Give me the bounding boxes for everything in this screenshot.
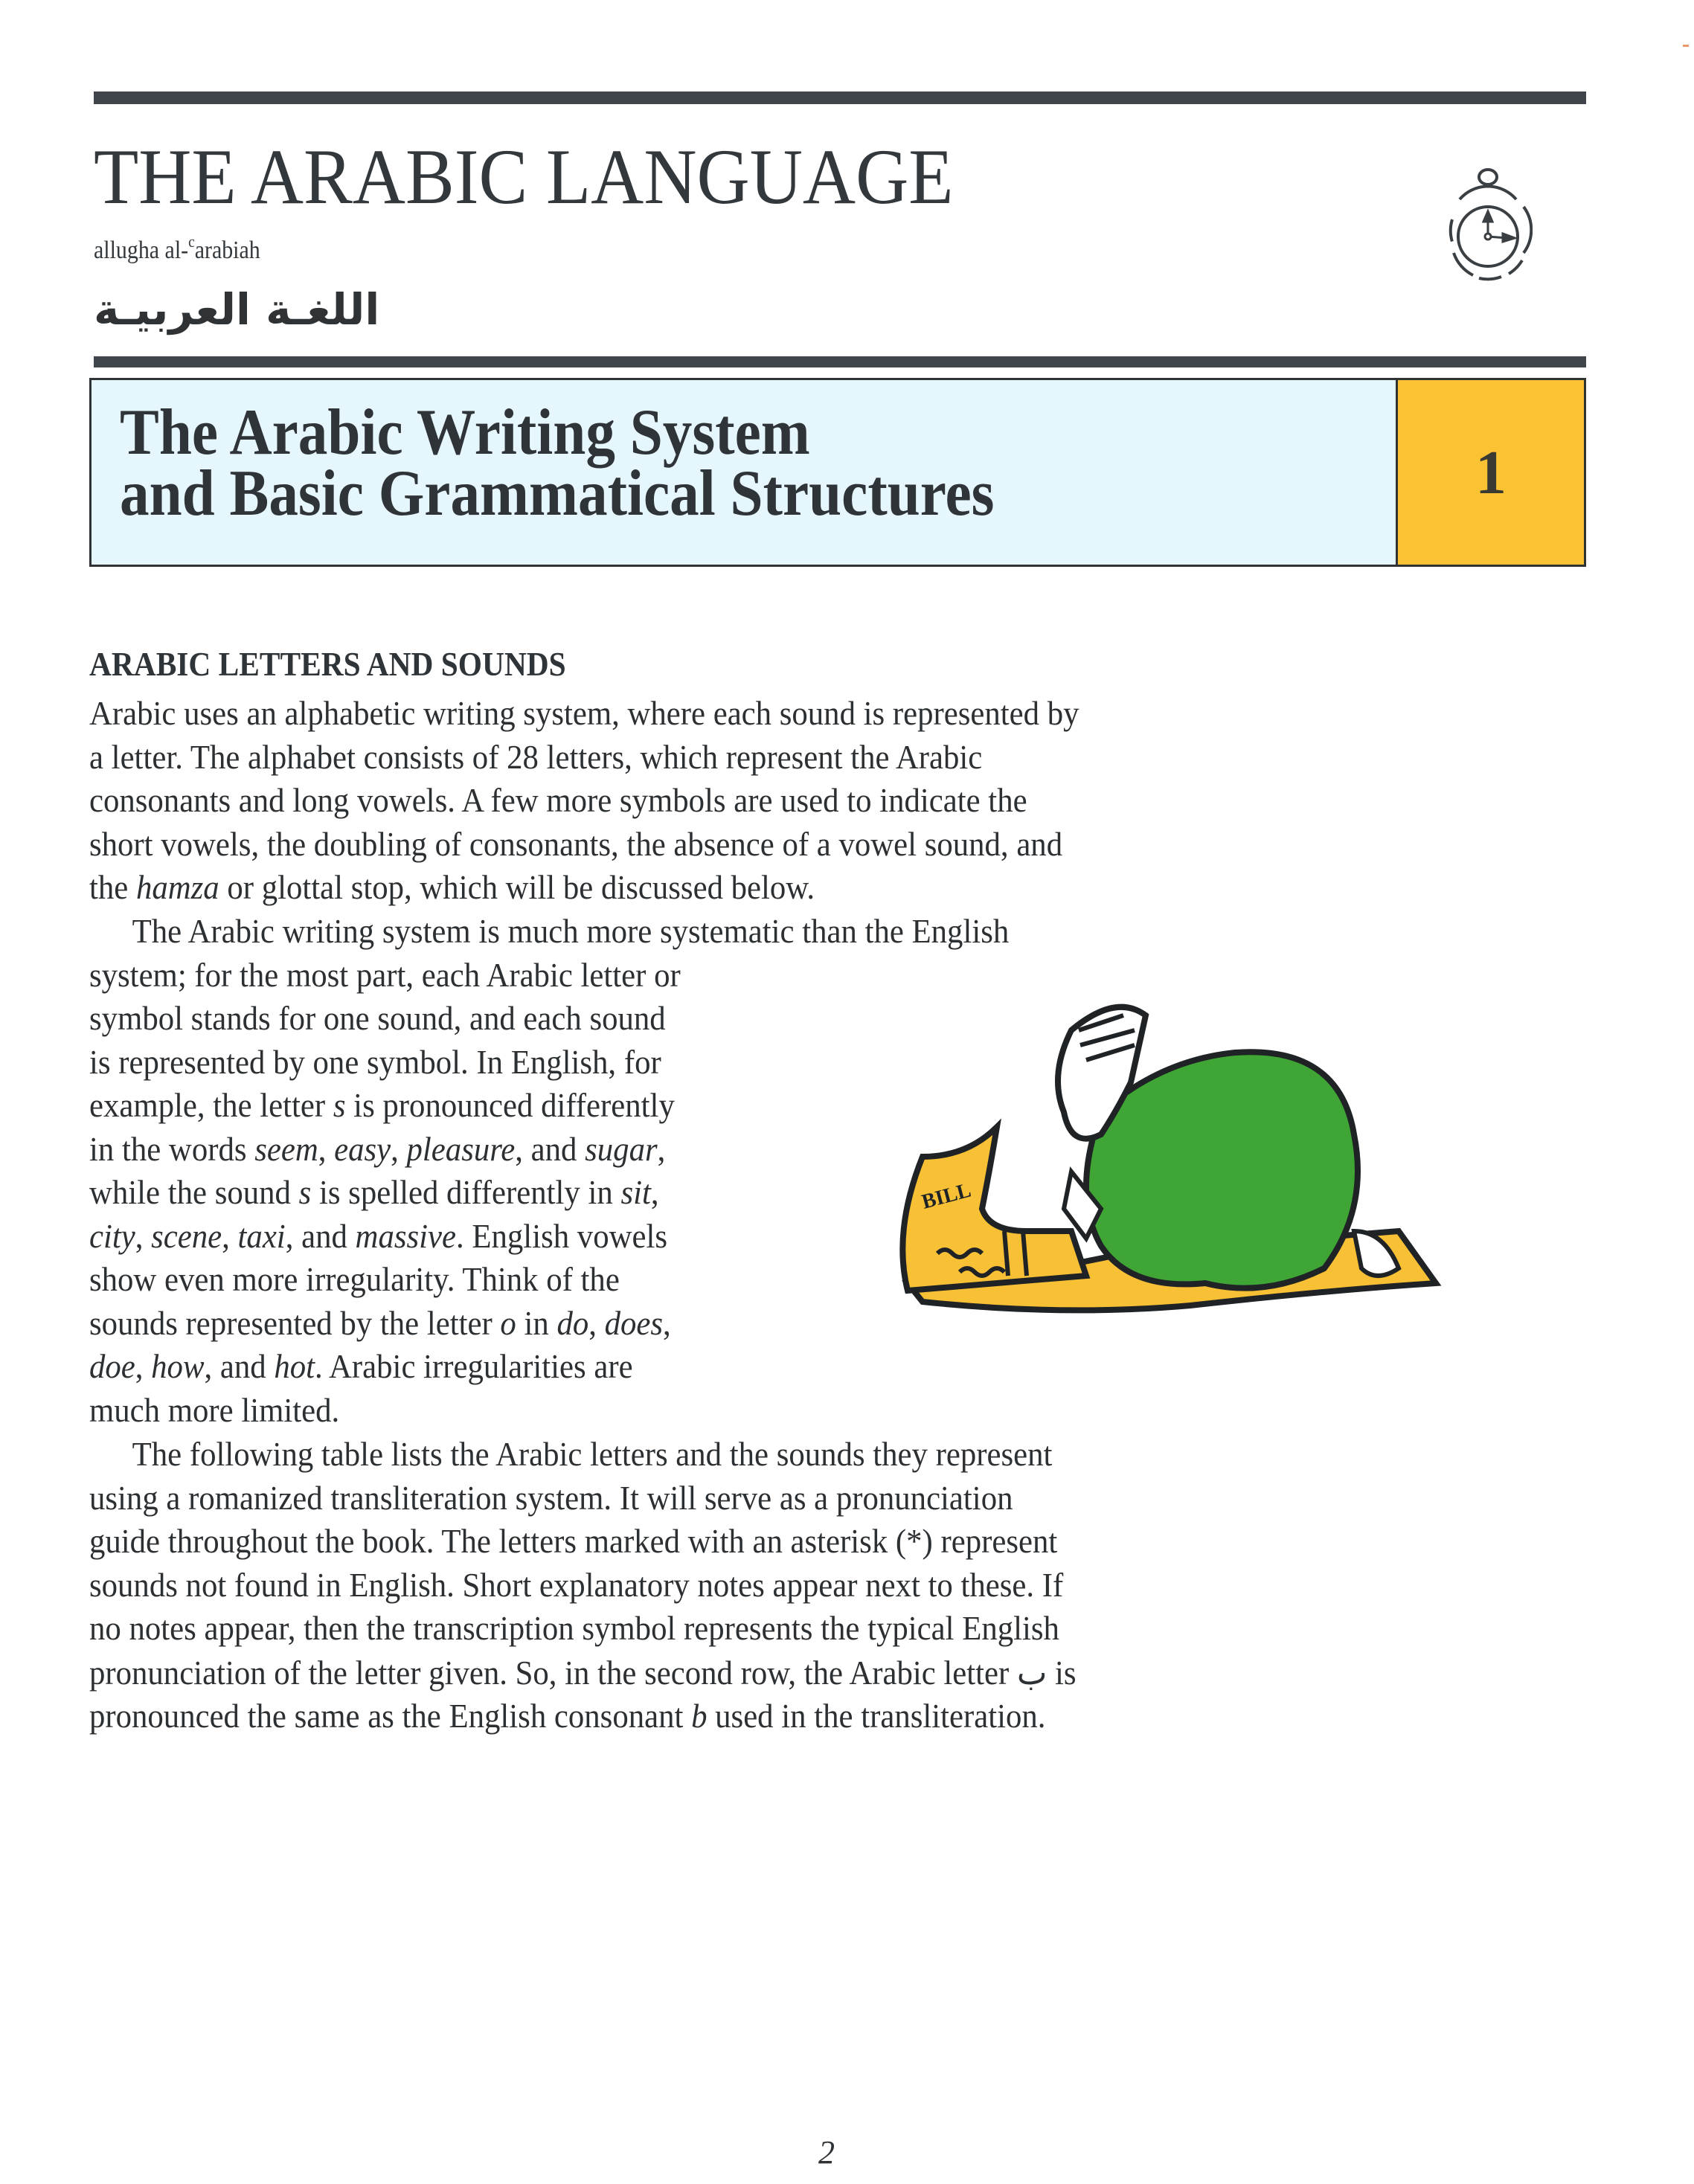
scan-artifact [1683, 45, 1689, 47]
chapter-title-cell [92, 380, 1398, 565]
scroll-label: BILL [919, 1178, 974, 1214]
section-heading: ARABIC LETTERS AND SOUNDS [89, 645, 566, 683]
paragraph-systematic: The Arabic writing system is much more systematic than the English system; for the most part, each Arabic letter or symbol stands for one sound, and each sound is represented by one symbol. In English, for example, the letter s is pronounced differently in the words seem, easy, pleasure, and sugar, while the sound s is spelled differently in sit, city, scene, taxi, and massive. English vowels show even more irregularity. Think of the sounds represented by the letter o in do, does, doe, how, and hot. Arabic irregularities are much more limited. [89, 912, 1010, 1429]
chapter-header [89, 378, 1586, 567]
chapter-number: 1 [1475, 437, 1507, 507]
scribe-illustration [878, 986, 1458, 1328]
page-number: 2 [818, 2134, 835, 2171]
book-title: THE ARABIC LANGUAGE [94, 133, 954, 220]
chapter-title: The Arabic Writing System and Basic Grammatical Structures [120, 396, 995, 530]
arabic-letter-ba: ب [1016, 1651, 1047, 1692]
paragraph-table-intro: The following table lists the Arabic letters and the sounds they represent using a romanized transliteration system. It will serve as a pronunciation guide throughout the book. The letters marked with an asterisk (*) represent sounds not found in English. Short explanatory notes appear next to these. If no notes appear, then the transcription symbol represents the typical English pronunciation of the letter given. So, in the second row, the Arabic letter ب is pronounced the same as the English consonant b used in the transliteration. [89, 1435, 1077, 1735]
chapter-number-cell [1398, 380, 1584, 565]
paragraph-intro: Arabic uses an alphabetic writing system, where each sound is represented by a letter. The alphabet consists of 28 letters, which represent the Arabic consonants and long vowels. A few more symbols are used to indicate the short vowels, the doubling of consonants, the absence of a vowel sound, and the hamza or glottal stop, which will be discussed below. [89, 694, 1079, 906]
top-rule [94, 91, 1586, 104]
arabic-title: اللغـة العربيـة [94, 284, 380, 335]
stopwatch-icon [1443, 149, 1533, 298]
middle-rule [94, 356, 1586, 367]
title-transliteration: allugha al-$^c$arabiah [94, 232, 260, 264]
